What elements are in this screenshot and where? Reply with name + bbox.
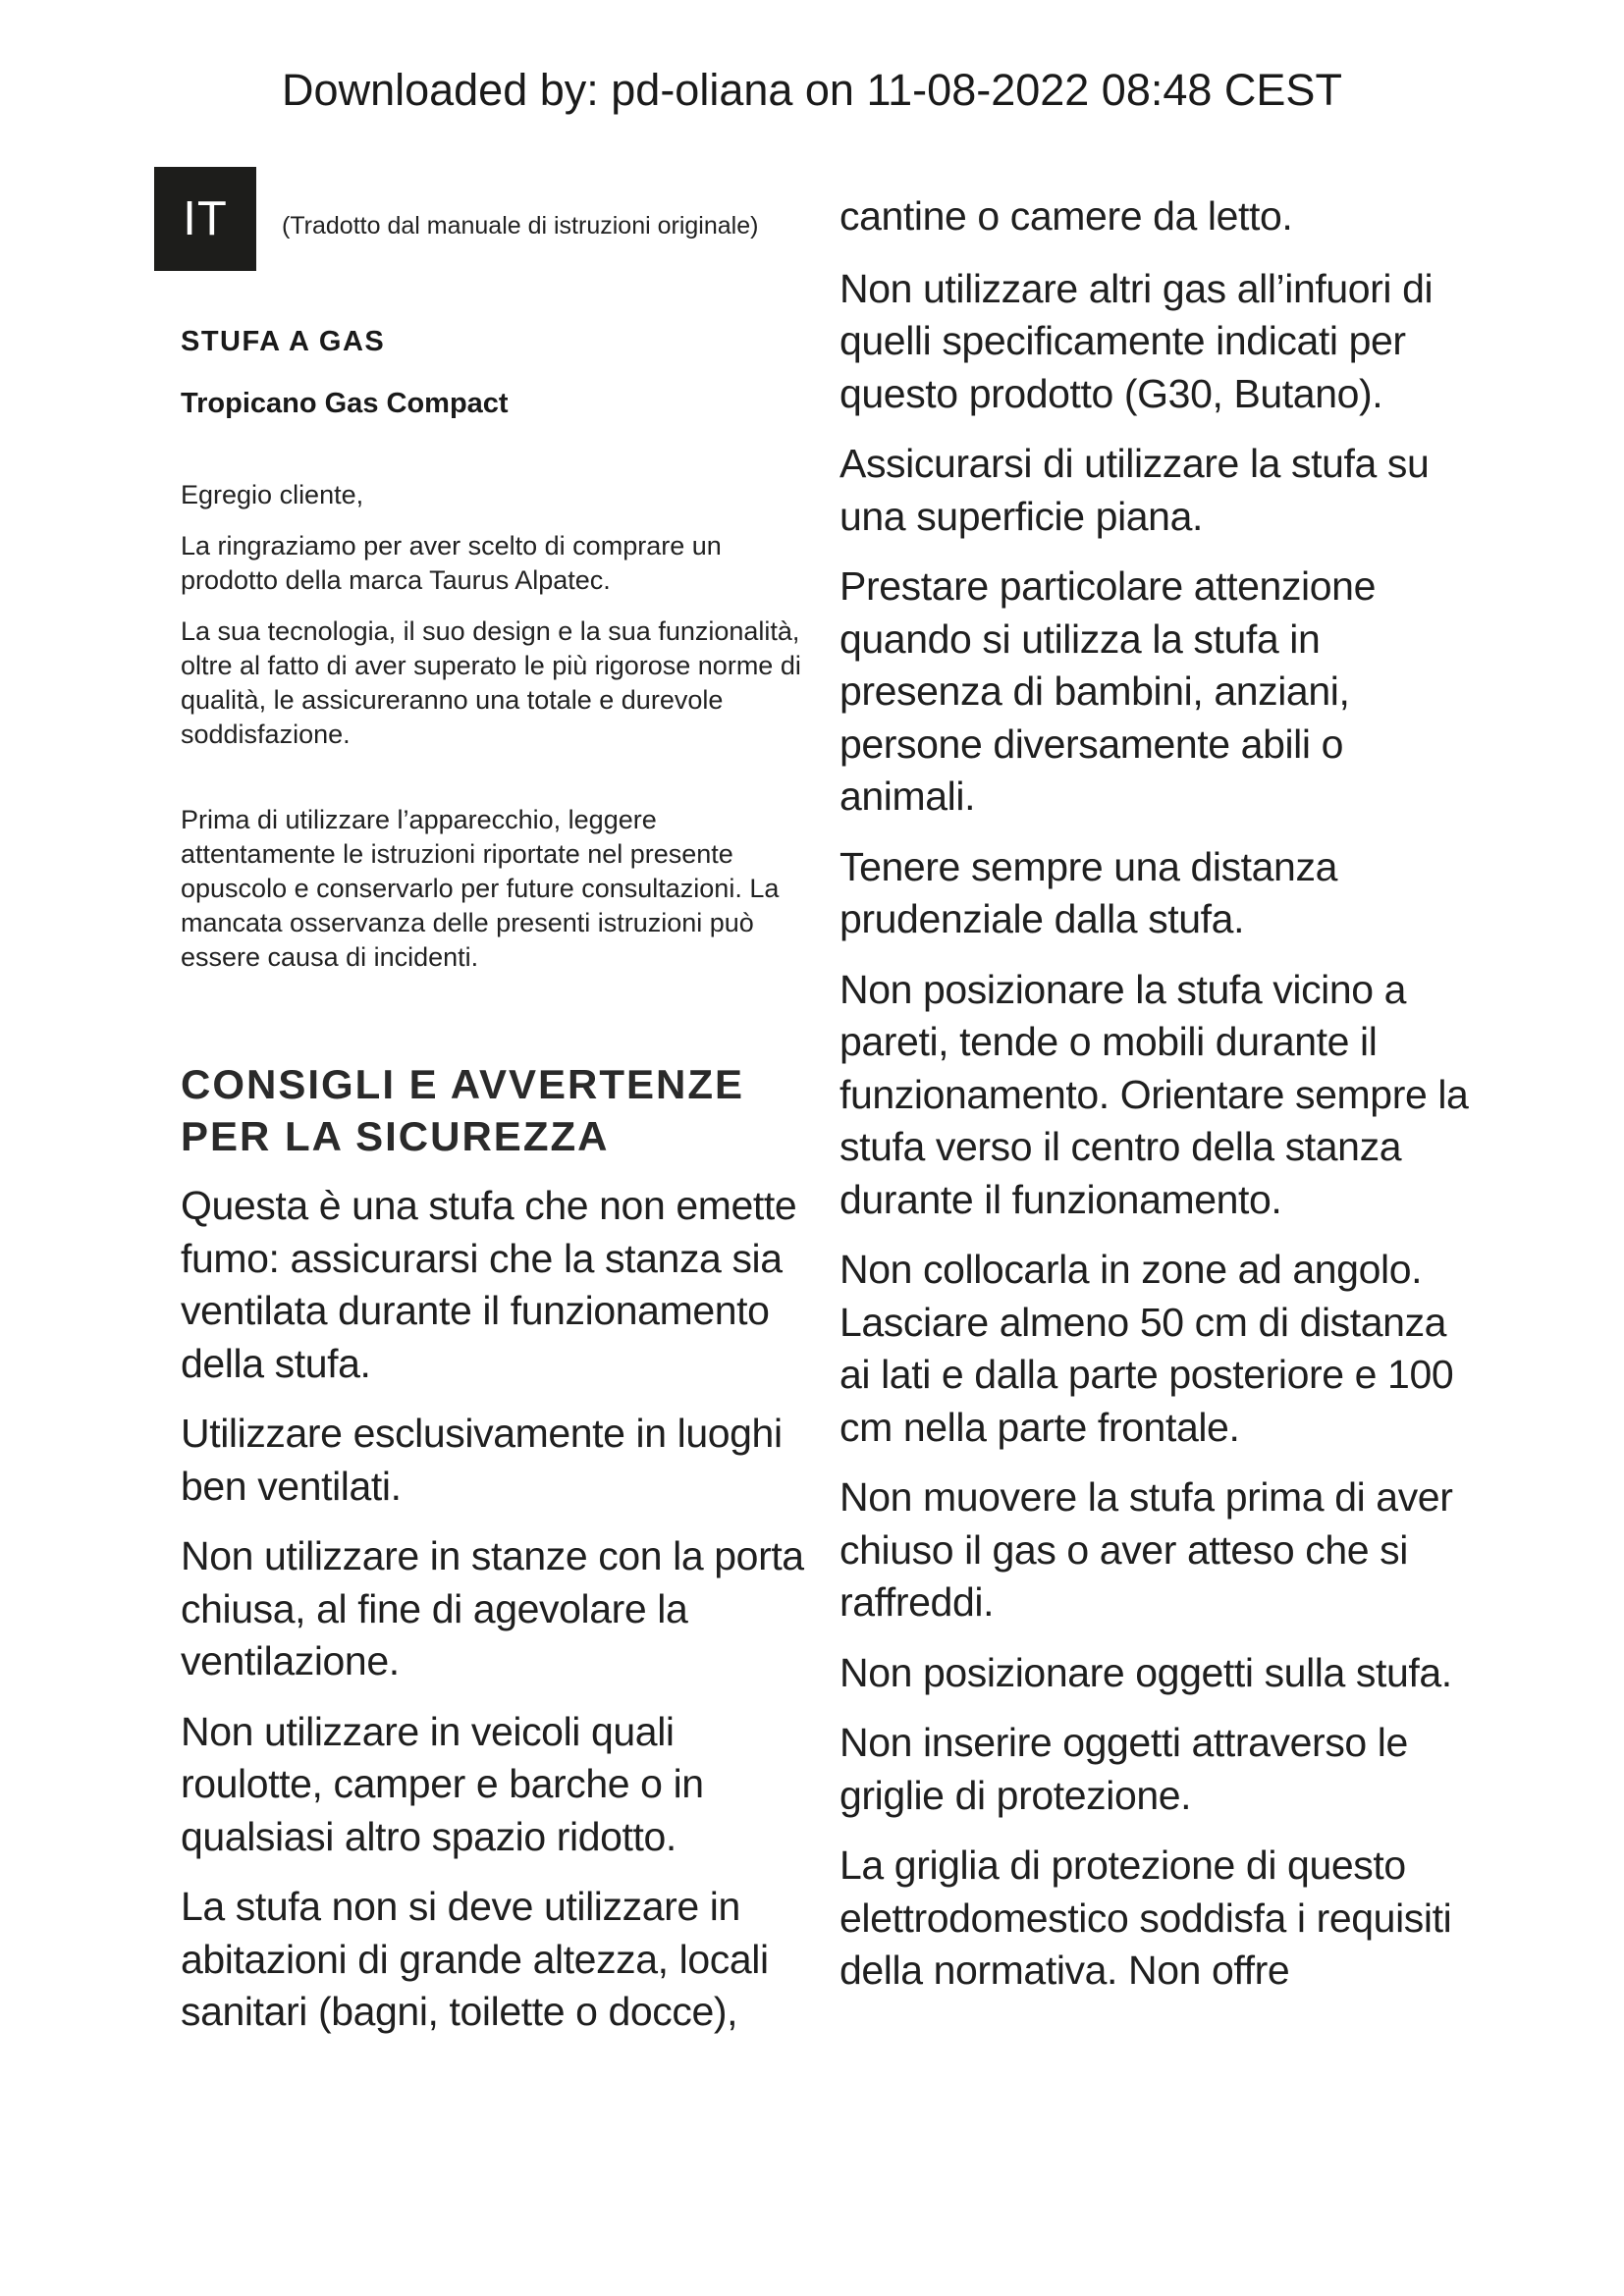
translation-note: (Tradotto dal manuale di istruzioni originale) (282, 212, 759, 240)
safety-paragraph: Utilizzare esclusivamente in luoghi ben ventilati. (181, 1411, 783, 1509)
safety-paragraph: Questa è una stufa che non emette fumo: assicurarsi che la stanza sia ventilata durante il funzionamento della stufa. (181, 1183, 797, 1386)
safety-paragraph: La griglia di protezione di questo elettrodomestico soddisfa i requisiti della normativa. Non offre (839, 1842, 1452, 1993)
read-instructions-warning: Prima di utilizzare l’apparecchio, leggere attentamente le istruzioni riportate nel presente opuscolo e conservarlo per future consultazioni. La mancata osservanza delle presenti istruzioni può essere causa di incidenti. (181, 805, 780, 972)
language-badge: IT (154, 167, 256, 271)
safety-paragraph: La stufa non si deve utilizzare in abitazioni di grande altezza, locali sanitari (bagni, toilette o docce), (181, 1884, 769, 2034)
safety-paragraph: Prestare particolare attenzione quando si utilizza la stufa in presenza di bambini, anziani, persone diversamente abili o animali. (839, 563, 1376, 819)
left-column (181, 320, 809, 2056)
safety-paragraph: Assicurarsi di utilizzare la stufa su una superficie piana. (839, 441, 1430, 539)
safety-paragraph: Non posizionare la stufa vicino a pareti, tende o mobili durante il funzionamento. Orientare sempre la stufa verso il centro della stanza durante il funzionamento. (839, 966, 1469, 1222)
safety-paragraph: Non utilizzare in stanze con la porta chiusa, al fine di agevolare la ventilazione. (181, 1533, 804, 1683)
intro-paragraph: La ringraziamo per aver scelto di comprare un prodotto della marca Taurus Alpatec. (181, 531, 722, 595)
safety-paragraph: Non muovere la stufa prima di aver chiuso il gas o aver atteso che si raffreddi. (839, 1474, 1453, 1625)
safety-paragraph: Tenere sempre una distanza prudenziale dalla stufa. (839, 843, 1337, 941)
safety-paragraph: Non collocarla in zone ad angolo. Lasciare almeno 50 cm di distanza ai lati e dalla parte posteriore e 100 cm nella parte frontale. (839, 1247, 1454, 1450)
product-type: STUFA A GAS (181, 326, 386, 357)
section-title: CONSIGLI E AVVERTENZE PER LA SICUREZZA (181, 1061, 745, 1159)
safety-paragraph: Non inserire oggetti attraverso le griglie di protezione. (839, 1720, 1408, 1818)
product-name: Tropicano Gas Compact (181, 388, 509, 419)
right-column (839, 190, 1488, 2015)
safety-paragraph: Non utilizzare altri gas all’infuori di quelli specificamente indicati per questo prodotto (G30, Butano). (839, 265, 1434, 416)
greeting: Egregio cliente, (181, 480, 364, 509)
intro-paragraph: La sua tecnologia, il suo design e la sua funzionalità, oltre al fatto di aver superato le più rigorose norme di qualità, le assicureranno una totale e durevole soddisfazione. (181, 616, 801, 749)
safety-paragraph: Non posizionare oggetti sulla stufa. (839, 1649, 1452, 1695)
safety-paragraph: Non utilizzare in veicoli quali roulotte, camper e barche o in qualsiasi altro spazio ridotto. (181, 1708, 704, 1859)
safety-paragraph: cantine o camere da letto. (839, 193, 1293, 239)
download-stamp: Downloaded by: pd-oliana on 11-08-2022 08:48 CEST (282, 65, 1342, 115)
